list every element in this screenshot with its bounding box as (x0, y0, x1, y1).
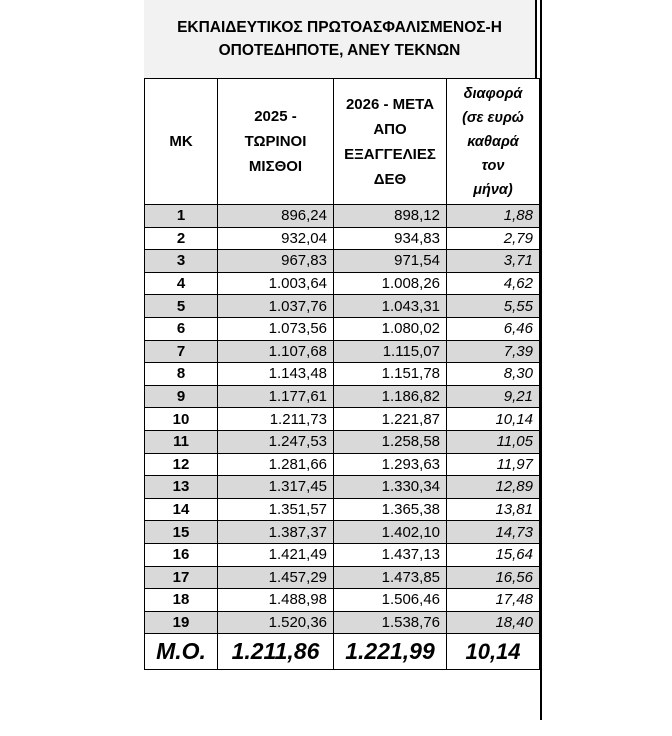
row-diff-cell: 8,30 (447, 363, 540, 386)
header-mk: ΜΚ (145, 79, 218, 205)
row-diff-cell: 11,97 (447, 453, 540, 476)
header-2025-line: ΤΩΡΙΝΟΙ (244, 133, 307, 150)
row-mk-cell: 4 (145, 272, 218, 295)
row-diff-cell: 11,05 (447, 430, 540, 453)
row-2026-cell: 971,54 (334, 250, 447, 273)
table-row (145, 408, 540, 431)
row-2026-cell: 1.115,07 (334, 340, 447, 363)
row-2026-cell: 1.473,85 (334, 566, 447, 589)
table-row (145, 476, 540, 499)
row-diff-cell: 3,71 (447, 250, 540, 273)
row-mk-cell: 8 (145, 363, 218, 386)
row-diff-cell: 13,81 (447, 498, 540, 521)
row-mk-cell: 1 (145, 205, 218, 228)
table-row (145, 272, 540, 295)
row-2026-cell: 1.402,10 (334, 521, 447, 544)
row-mk-cell: 14 (145, 498, 218, 521)
table-body (145, 205, 540, 634)
row-mk-cell: 5 (145, 295, 218, 318)
table-row (145, 295, 540, 318)
row-2025-cell: 1.037,76 (218, 295, 334, 318)
row-2026-cell: 1.151,78 (334, 363, 447, 386)
row-2025-cell: 1.421,49 (218, 543, 334, 566)
average-row (145, 634, 540, 670)
header-2026 (334, 79, 447, 205)
row-2025-cell: 896,24 (218, 205, 334, 228)
row-diff-cell: 1,88 (447, 205, 540, 228)
header-2026-line: 2026 - ΜΕΤΑ (345, 95, 435, 113)
header-diff-line: (σε ευρώ (462, 109, 524, 126)
row-2025-cell: 1.211,73 (218, 408, 334, 431)
row-mk-cell: 19 (145, 611, 218, 634)
row-diff-cell: 16,56 (447, 566, 540, 589)
table-row (145, 589, 540, 612)
row-mk-cell: 6 (145, 317, 218, 340)
header-diff-line: καθαρά (467, 133, 519, 150)
table-row (145, 566, 540, 589)
table-row (145, 205, 540, 228)
row-mk-cell: 18 (145, 589, 218, 612)
row-2026-cell: 1.258,58 (334, 430, 447, 453)
spreadsheet-table (144, 0, 540, 720)
row-mk-cell: 13 (145, 476, 218, 499)
table-row (145, 227, 540, 250)
row-2026-cell: 1.506,46 (334, 589, 447, 612)
row-2025-cell: 1.073,56 (218, 317, 334, 340)
header-2026-line: ΑΠΟ (373, 120, 407, 138)
row-mk-cell: 11 (145, 430, 218, 453)
table-row (145, 250, 540, 273)
row-2026-cell: 1.008,26 (334, 272, 447, 295)
table-row (145, 363, 540, 386)
average-label: Μ.Ο. (145, 634, 218, 670)
row-2026-cell: 934,83 (334, 227, 447, 250)
row-2025-cell: 1.488,98 (218, 589, 334, 612)
row-2025-cell: 1.143,48 (218, 363, 334, 386)
average-2025: 1.211,86 (218, 634, 334, 670)
table-row (145, 385, 540, 408)
row-2026-cell: 898,12 (334, 205, 447, 228)
table-title (144, 0, 537, 78)
row-2025-cell: 1.177,61 (218, 385, 334, 408)
table-row (145, 317, 540, 340)
row-diff-cell: 18,40 (447, 611, 540, 634)
row-2026-cell: 1.538,76 (334, 611, 447, 634)
row-diff-cell: 10,14 (447, 408, 540, 431)
table-title-line-2: ΟΠΟΤΕΔΗΠΟΤΕ, ΑΝΕΥ ΤΕΚΝΩΝ (218, 42, 461, 59)
row-mk-cell: 10 (145, 408, 218, 431)
row-diff-cell: 17,48 (447, 589, 540, 612)
row-mk-cell: 9 (145, 385, 218, 408)
average-diff: 10,14 (447, 634, 540, 670)
header-2025-line: ΜΙΣΘΟΙ (248, 158, 303, 175)
header-2026-line: ΕΞΑΓΓΕΛΙΕΣ (344, 145, 436, 163)
row-diff-cell: 5,55 (447, 295, 540, 318)
row-mk-cell: 12 (145, 453, 218, 476)
row-2026-cell: 1.365,38 (334, 498, 447, 521)
row-2026-cell: 1.330,34 (334, 476, 447, 499)
table-row (145, 498, 540, 521)
row-diff-cell: 6,46 (447, 317, 540, 340)
row-mk-cell: 16 (145, 543, 218, 566)
table-row (145, 340, 540, 363)
table-row (145, 543, 540, 566)
row-2026-cell: 1.080,02 (334, 317, 447, 340)
row-2026-cell: 1.043,31 (334, 295, 447, 318)
row-2025-cell: 932,04 (218, 227, 334, 250)
header-diff-line: τον (481, 157, 505, 174)
header-diff (447, 79, 540, 205)
row-diff-cell: 12,89 (447, 476, 540, 499)
table-title-line-1: ΕΚΠΑΙΔΕΥΤΙΚΟΣ ΠΡΩΤΟΑΣΦΑΛΙΣΜΕΝΟΣ-Η (177, 19, 502, 36)
row-mk-cell: 7 (145, 340, 218, 363)
row-diff-cell: 14,73 (447, 521, 540, 544)
row-2025-cell: 1.281,66 (218, 453, 334, 476)
header-2026-line: ΔΕΘ (373, 170, 407, 188)
row-2025-cell: 1.520,36 (218, 611, 334, 634)
row-2025-cell: 1.107,68 (218, 340, 334, 363)
row-diff-cell: 4,62 (447, 272, 540, 295)
row-2025-cell: 1.317,45 (218, 476, 334, 499)
header-2025 (218, 79, 334, 205)
row-2026-cell: 1.186,82 (334, 385, 447, 408)
row-2025-cell: 967,83 (218, 250, 334, 273)
row-2026-cell: 1.293,63 (334, 453, 447, 476)
row-2025-cell: 1.003,64 (218, 272, 334, 295)
salary-grid (144, 78, 540, 670)
table-row (145, 611, 540, 634)
header-diff-line: μήνα) (473, 181, 513, 198)
row-mk-cell: 15 (145, 521, 218, 544)
row-diff-cell: 7,39 (447, 340, 540, 363)
row-2026-cell: 1.437,13 (334, 543, 447, 566)
average-2026: 1.221,99 (334, 634, 447, 670)
header-2025-line: 2025 - (254, 108, 297, 125)
header-diff-line: διαφορά (463, 85, 523, 102)
row-2025-cell: 1.247,53 (218, 430, 334, 453)
table-row (145, 430, 540, 453)
header-row (145, 79, 540, 205)
row-2025-cell: 1.387,37 (218, 521, 334, 544)
table-row (145, 521, 540, 544)
table-row (145, 453, 540, 476)
row-2026-cell: 1.221,87 (334, 408, 447, 431)
row-mk-cell: 2 (145, 227, 218, 250)
row-diff-cell: 15,64 (447, 543, 540, 566)
row-mk-cell: 3 (145, 250, 218, 273)
row-diff-cell: 2,79 (447, 227, 540, 250)
row-2025-cell: 1.457,29 (218, 566, 334, 589)
row-2025-cell: 1.351,57 (218, 498, 334, 521)
right-border-line (540, 0, 542, 720)
row-diff-cell: 9,21 (447, 385, 540, 408)
row-mk-cell: 17 (145, 566, 218, 589)
